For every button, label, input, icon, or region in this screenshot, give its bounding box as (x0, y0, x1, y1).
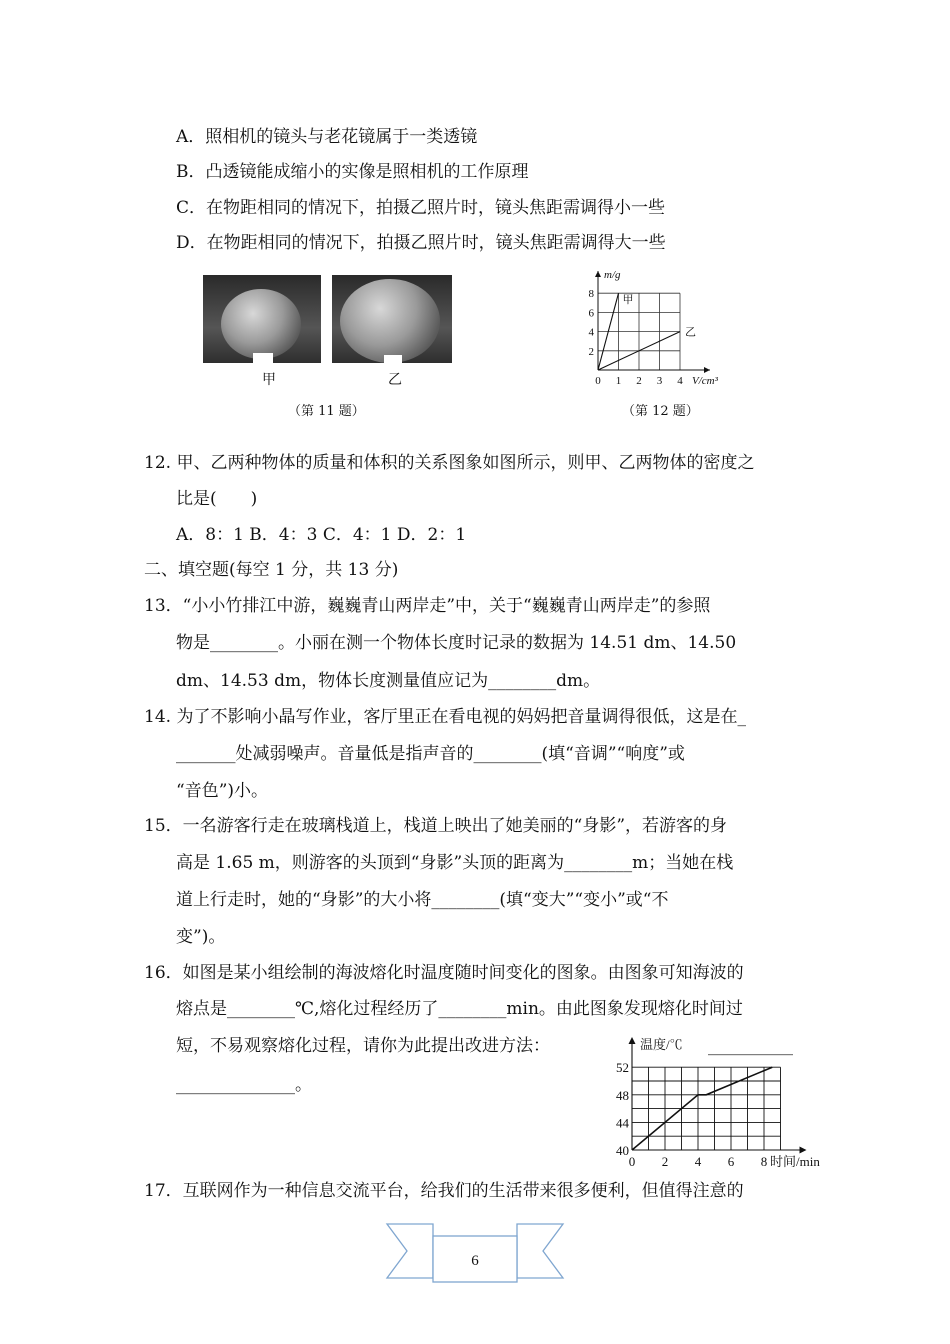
q16-line-3: 短，不易观察熔化过程，请你为此提出改进方法： (176, 1036, 550, 1056)
q12-line-2: 比是( ) (176, 489, 258, 509)
x-tick-label: 1 (615, 375, 622, 387)
y-axis-arrow (595, 271, 601, 277)
x-tick-label: 2 (661, 1154, 669, 1169)
series-yi-label: 乙 (685, 326, 696, 339)
page-number-badge (385, 1218, 565, 1284)
photo-label-jia: 甲 (262, 372, 276, 388)
q15-line-3: 道上行走时，她的“身影”的大小将________(填“变大”“变小”或“不 (176, 890, 669, 910)
y-tick-label: 40 (616, 1143, 629, 1158)
x-axis-label: 时间/min (770, 1154, 820, 1169)
y-tick-label: 8 (588, 288, 594, 301)
x-tick-label: 0 (595, 375, 601, 387)
y-axis-label: 温度/℃ (640, 1037, 683, 1052)
q15-line-2: 高是 1.65 m，则游客的头顶到“身影”头顶的距离为________m；当她在栈 (176, 853, 734, 873)
q16-line-1: 16．如图是某小组绘制的海波熔化时温度随时间变化的图象。由图象可知海波的 (144, 963, 744, 983)
temperature-time-chart (605, 1035, 835, 1175)
q17-line-1: 17．互联网作为一种信息交流平台，给我们的生活带来很多便利，但值得注意的 (144, 1181, 744, 1201)
q11-option-c: C．在物距相同的情况下，拍摄乙照片时，镜头焦距需调得小一些 (176, 198, 666, 218)
y-tick-label: 44 (616, 1115, 629, 1131)
q15-line-4: 变”)。 (176, 927, 226, 947)
q13-line-2: 物是________。小丽在测一个物体长度时记录的数据为 14.51 dm、14.50 (176, 633, 737, 653)
q14-line-1: 14. 为了不影响小晶写作业，客厅里正在看电视的妈妈把音量调得很低，这是在_ (144, 707, 746, 727)
q11-option-a: A．照相机的镜头与老花镜属于一类透镜 (176, 127, 478, 147)
photo-yi (332, 275, 452, 363)
x-axis-arrow (800, 1147, 807, 1154)
figure-12-caption: （第 12 题） (622, 404, 699, 419)
x-tick-label: 3 (656, 375, 663, 387)
figure-11-caption: （第 11 题） (288, 404, 365, 419)
y-axis-label: m/g (604, 269, 621, 281)
q16-answer-blank: __________ (708, 1036, 793, 1056)
x-tick-label: 4 (677, 375, 683, 387)
photo-jia (203, 275, 321, 363)
y-tick-label: 2 (588, 345, 594, 358)
q11-option-d: D．在物距相同的情况下，拍摄乙照片时，镜头焦距需调得大一些 (176, 233, 666, 253)
q15-line-1: 15．一名游客行走在玻璃栈道上，栈道上映出了她美丽的“身影”，若游客的身 (144, 816, 728, 836)
q16-line-2: 熔点是________℃,熔化过程经历了________min。由此图象发现熔化时间过 (176, 999, 743, 1019)
page-number: 6 (471, 1253, 479, 1269)
q13-line-1: 13．“小小竹排江中游，巍巍青山两岸走”中，关于“巍巍青山两岸走”的参照 (144, 596, 711, 616)
q14-line-2: _______处减弱噪声。音量低是指声音的________(填“音调”“响度”或 (176, 744, 685, 764)
x-tick-label: 6 (727, 1154, 735, 1169)
q13-line-3: dm、14.53 dm，物体长度测量值应记为________dm。 (176, 671, 601, 691)
q12-options: A．8：1 B．4：3 C．4：1 D．2：1 (176, 525, 467, 545)
y-tick-label: 6 (588, 307, 594, 320)
q16-line-4: ______________。 (176, 1075, 312, 1095)
x-tick-label: 4 (694, 1154, 702, 1169)
q14-line-3: “音色”)小。 (176, 781, 269, 801)
q12-line-1: 12. 甲、乙两种物体的质量和体积的关系图象如图所示，则甲、乙两物体的密度之 (144, 453, 755, 473)
y-axis-arrow (629, 1037, 636, 1044)
series-jia-label: 甲 (622, 294, 634, 307)
x-axis-arrow (704, 367, 710, 373)
x-tick-label: 8 (760, 1154, 768, 1169)
x-tick-label: 0 (628, 1154, 636, 1169)
y-tick-label: 4 (588, 326, 594, 339)
q11-option-b: B．凸透镜能成缩小的实像是照相机的工作原理 (176, 162, 529, 182)
mass-volume-chart (580, 265, 740, 390)
y-tick-label: 52 (616, 1060, 629, 1076)
x-axis-label: V/cm³ (692, 375, 718, 387)
y-tick-label: 48 (616, 1087, 629, 1103)
photo-label-yi: 乙 (388, 372, 402, 388)
section-2-title: 二、填空题(每空 1 分，共 13 分) (144, 560, 399, 580)
x-tick-label: 2 (636, 375, 642, 387)
